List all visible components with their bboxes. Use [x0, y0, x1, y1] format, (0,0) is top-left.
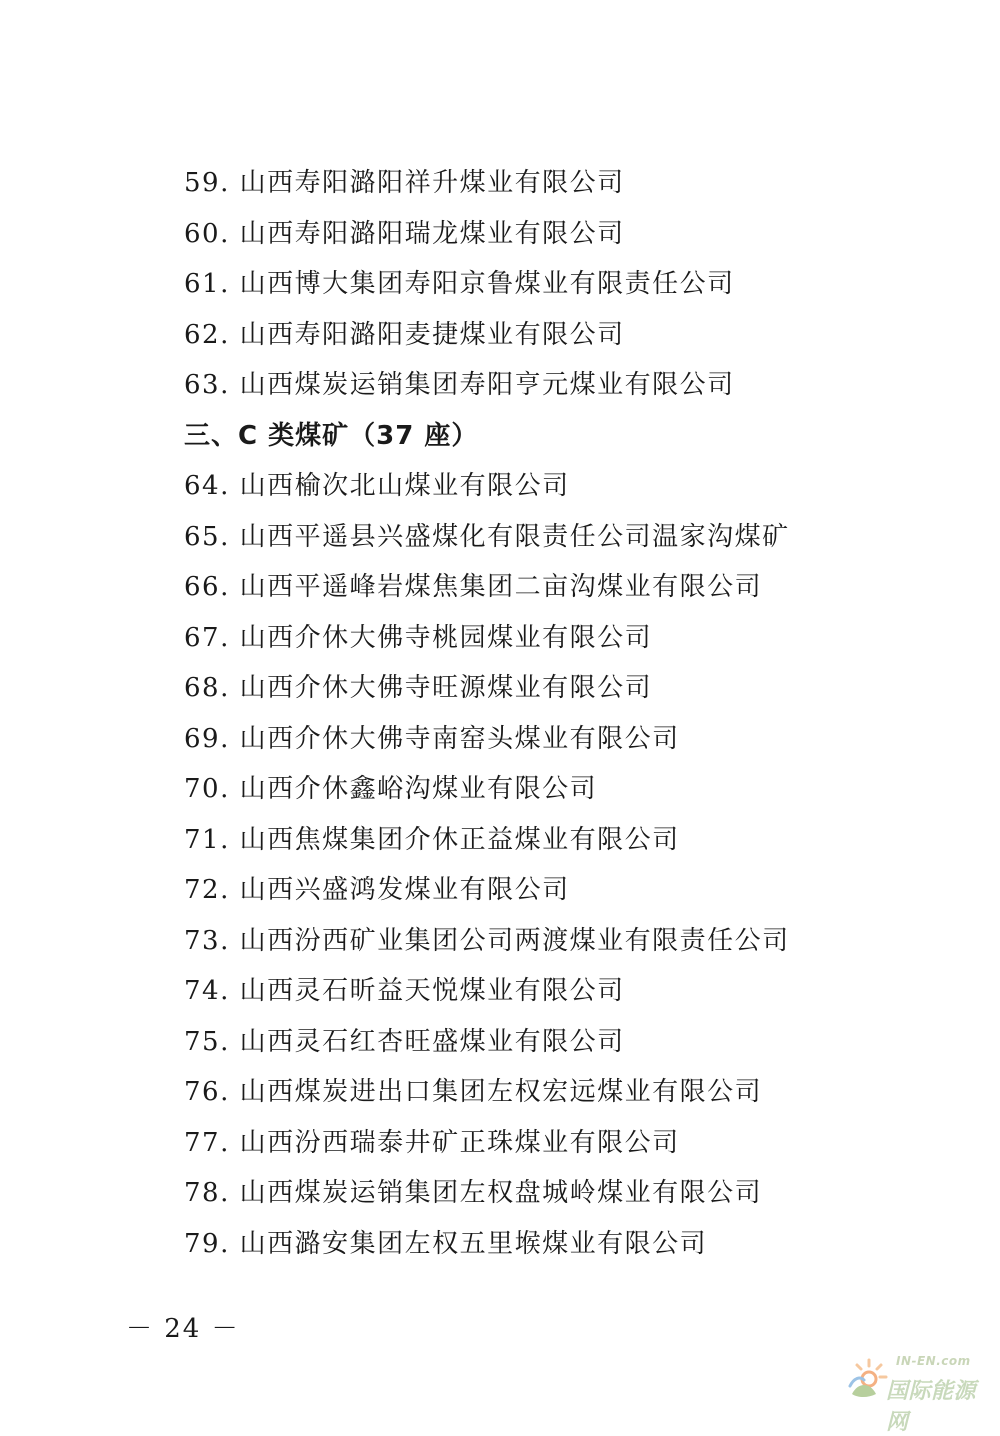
list-item: 66. 山西平遥峰岩煤焦集团二亩沟煤业有限公司 [184, 572, 763, 602]
watermark-cn-text: 国际能源网 [886, 1379, 977, 1435]
list-item: 73. 山西汾西矿业集团公司两渡煤业有限责任公司 [184, 925, 790, 956]
list-item: 79. 山西潞安集团左权五里堠煤业有限公司 [184, 1228, 708, 1259]
list-item: 60. 山西寿阳潞阳瑞龙煤业有限公司 [184, 218, 625, 249]
list-item: 63. 山西煤炭运销集团寿阳亨元煤业有限公司 [184, 370, 735, 400]
list-item: 65. 山西平遥县兴盛煤化有限责任公司温家沟煤矿 [184, 521, 790, 552]
watermark-en-text: IN-EN.com [896, 1354, 971, 1368]
watermark [846, 1352, 996, 1435]
list-item: 78. 山西煤炭运销集团左权盘城岭煤业有限公司 [184, 1178, 763, 1208]
list-item: 59. 山西寿阳潞阳祥升煤业有限公司 [184, 168, 625, 198]
list-item: 77. 山西汾西瑞泰井矿正珠煤业有限公司 [184, 1127, 680, 1158]
list-item: 61. 山西博大集团寿阳京鲁煤业有限责任公司 [184, 269, 735, 299]
list-item: 62. 山西寿阳潞阳麦捷煤业有限公司 [184, 319, 625, 350]
list-item: 72. 山西兴盛鸿发煤业有限公司 [184, 875, 570, 905]
list-item: 70. 山西介休鑫峪沟煤业有限公司 [184, 774, 598, 804]
list-item: 76. 山西煤炭进出口集团左权宏远煤业有限公司 [184, 1077, 763, 1107]
list-item: 74. 山西灵石昕益天悦煤业有限公司 [184, 976, 625, 1006]
list-item: 69. 山西介休大佛寺南窑头煤业有限公司 [184, 723, 680, 754]
company-list [184, 158, 944, 1269]
section-heading: 三、C 类煤矿（37 座） [184, 420, 479, 451]
page-number: － 24 － [126, 1314, 240, 1344]
list-item: 64. 山西榆次北山煤业有限公司 [184, 471, 570, 501]
list-item: 68. 山西介休大佛寺旺源煤业有限公司 [184, 673, 653, 703]
list-item: 67. 山西介休大佛寺桃园煤业有限公司 [184, 622, 653, 653]
list-item: 71. 山西焦煤集团介休正益煤业有限公司 [184, 824, 680, 855]
list-item: 75. 山西灵石红杏旺盛煤业有限公司 [184, 1026, 625, 1057]
